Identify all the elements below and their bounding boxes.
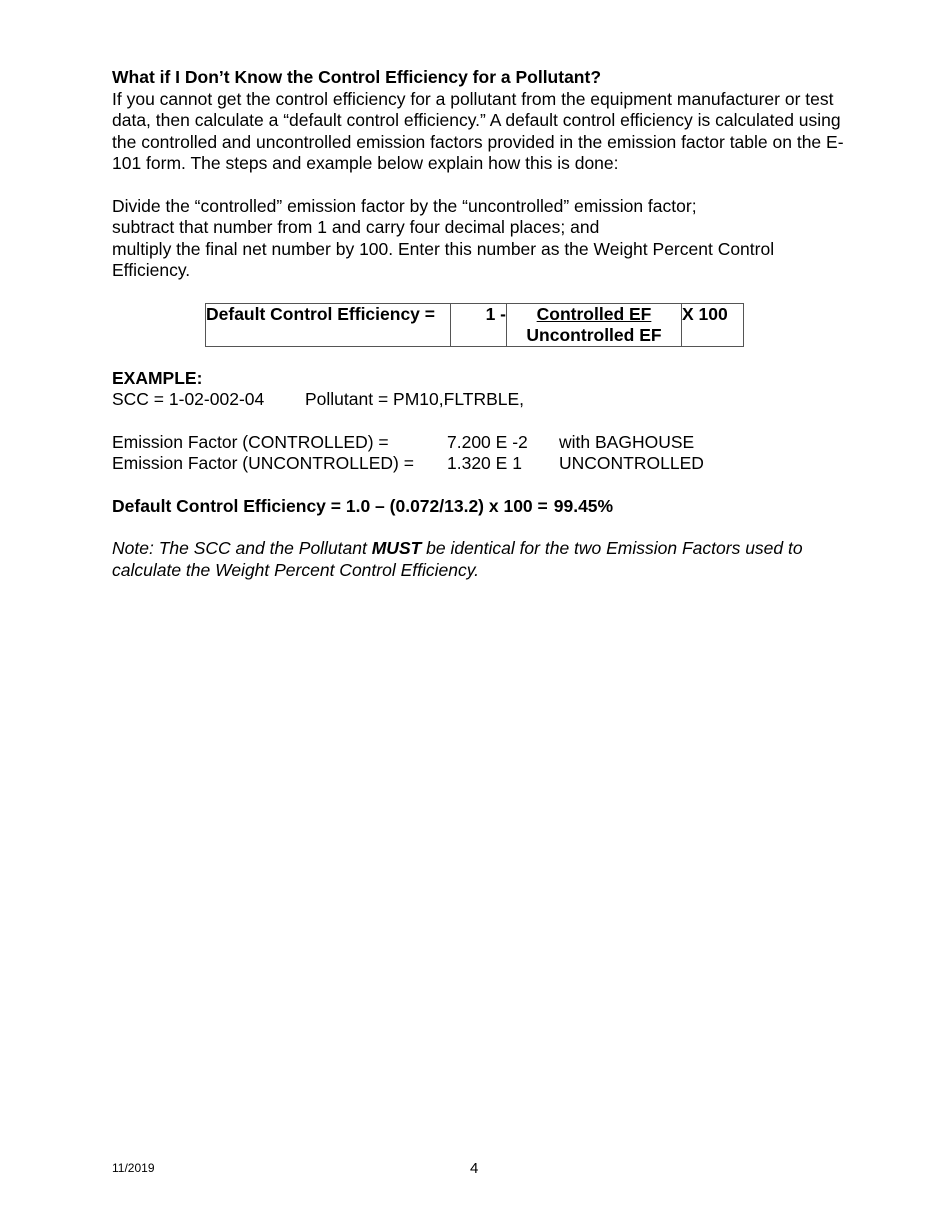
scc-line <box>112 389 852 411</box>
step-2: subtract that number from 1 and carry four decimal places; and <box>112 217 600 237</box>
formula-table <box>205 303 744 347</box>
step-3: multiply the final net number by 100. Enter this number as the Weight Percent Control Efficiency. <box>112 238 775 280</box>
ef-desc: UNCONTROLLED <box>559 453 704 473</box>
step-1: Divide the “controlled” emission factor by the “uncontrolled” emission factor; <box>112 195 697 216</box>
page-number: 4 <box>470 1160 479 1177</box>
pollutant-value: Pollutant = PM10,FLTRBLE, <box>305 389 525 409</box>
scc-value: SCC = 1-02-002-04 <box>112 389 265 409</box>
calculation-line <box>112 496 852 518</box>
intro-paragraph: If you cannot get the control efficiency for a pollutant from the equipment manufacturer or test data, then calculate a “default control efficiency.” A default control efficiency is calculated using the controlled and uncontrolled emission factors provided in the emission factor table on the E-101 form. The steps and example below explain how this is done: <box>112 88 844 173</box>
ef-label: Emission Factor (UNCONTROLLED) = <box>112 453 414 473</box>
ef-row-uncontrolled <box>112 453 852 475</box>
ef-value: 7.200 E -2 <box>447 431 528 452</box>
calculation-result: 99.45% <box>553 495 614 516</box>
ef-row-controlled <box>112 432 852 454</box>
ef-value: 1.320 E 1 <box>447 453 522 473</box>
calculation-expression: Default Control Efficiency = 1.0 – (0.072/13.2) x 100 = <box>112 495 548 516</box>
formula-numerator: Controlled EF <box>536 303 652 324</box>
formula-multiplier: X 100 <box>682 303 744 346</box>
note-emphasis: MUST <box>371 538 422 558</box>
emission-factors <box>112 432 852 475</box>
formula-box <box>112 303 852 347</box>
steps-list <box>112 196 852 282</box>
ef-desc: with BAGHOUSE <box>559 431 695 452</box>
note-text-before: Note: The SCC and the Pollutant <box>112 538 372 558</box>
document-body <box>112 67 852 581</box>
note-paragraph <box>112 538 852 581</box>
footer-date: 11/2019 <box>112 1161 155 1175</box>
formula-fraction <box>507 303 682 346</box>
ef-label: Emission Factor (CONTROLLED) = <box>112 431 389 452</box>
formula-denominator: Uncontrolled EF <box>526 324 662 345</box>
section-heading: What if I Don’t Know the Control Efficiency for a Pollutant? <box>112 67 602 87</box>
formula-label: Default Control Efficiency = <box>206 303 451 346</box>
example-title: EXAMPLE: <box>112 367 203 388</box>
note-text-after: be identical for the two Emission Factors used to calculate the Weight Percent Control Efficiency. <box>112 538 803 580</box>
formula-one-minus: 1 - <box>451 303 507 346</box>
